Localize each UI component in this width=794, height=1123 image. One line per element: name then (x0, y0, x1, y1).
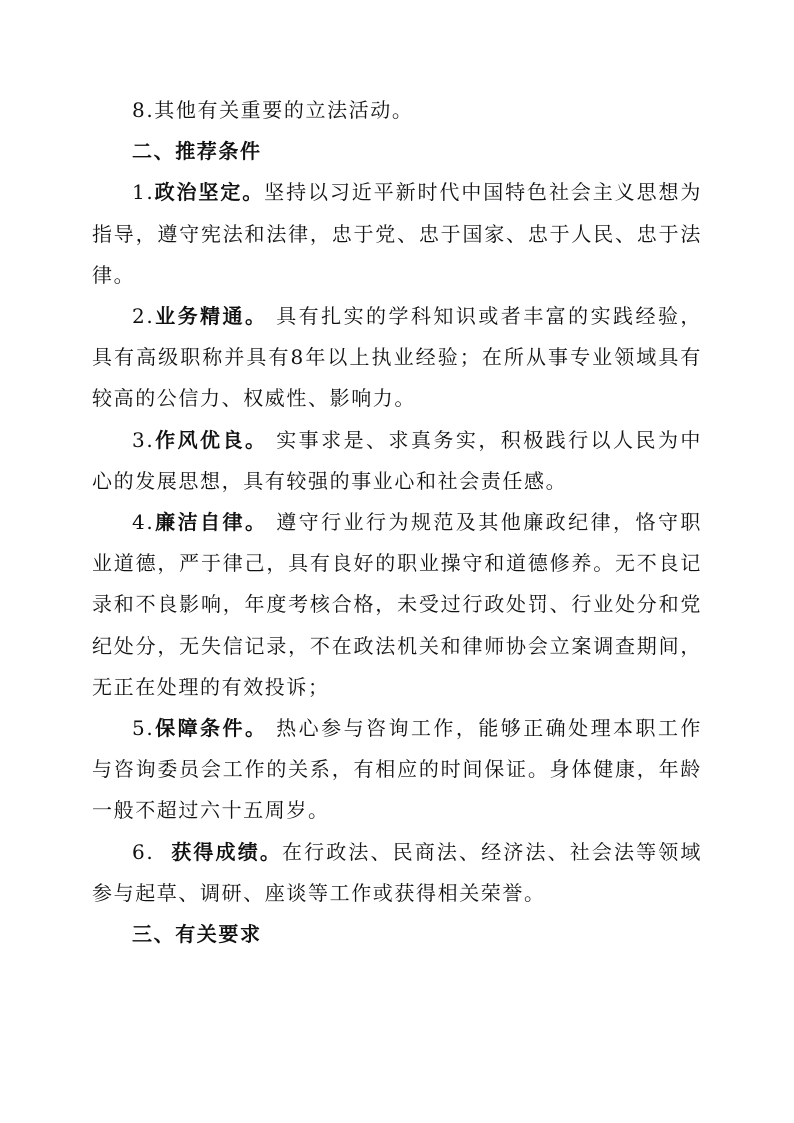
condition-2-text: 具有扎实的学科知识或者丰富的实践经验，具有高级职称并具有8年以上执业经验；在所从事专业领域具有较高的公信力、权威性、影响力。 (92, 304, 703, 411)
condition-6-text: 在行政法、民商法、经济法、社会法等领域参与起草、调研、座谈等工作或获得相关荣誉。 (92, 839, 703, 905)
condition-5-title: 保障条件。 (154, 716, 268, 741)
condition-5-text: 热心参与咨询工作，能够正确处理本职工作与咨询委员会工作的关系，有相应的时间保证。身体健康，年龄一般不超过六十五周岁。 (92, 716, 703, 823)
condition-1-text: 坚持以习近平新时代中国特色社会主义思想为指导，遵守宪法和法律，忠于党、忠于国家、忠于人民、忠于法律。 (92, 180, 703, 287)
condition-5-number: 5. (132, 716, 155, 741)
condition-3-number: 3. (132, 427, 155, 452)
section-2-heading: 二、推荐条件 (132, 139, 262, 164)
condition-3-text: 实事求是、求真务实，积极践行以人民为中心的发展思想，具有较强的事业心和社会责任感。 (92, 427, 703, 493)
condition-2-number: 2. (132, 304, 155, 329)
condition-3-paragraph (92, 420, 702, 502)
condition-1-number: 1. (132, 180, 155, 205)
condition-4-paragraph (92, 502, 702, 708)
condition-6-title: 获得成绩。 (171, 839, 282, 864)
condition-1-title: 政治坚定。 (154, 180, 265, 205)
section-3-heading: 三、有关要求 (132, 922, 262, 947)
condition-4-number: 4. (132, 510, 155, 535)
condition-1-paragraph (92, 172, 702, 296)
condition-5-paragraph (92, 708, 702, 832)
condition-3-title: 作风优良。 (154, 427, 268, 452)
condition-4-text: 遵守行业行为规范及其他廉政纪律，恪守职业道德，严于律己，具有良好的职业操守和道德修养。无不良记录和不良影响，年度考核合格，未受过行政处罚、行业处分和党纪处分，无失信记录，不在政法机关和律师协会立案调查期间，无正在处理的有效投诉； (92, 510, 703, 699)
condition-4-title: 廉洁自律。 (154, 510, 268, 535)
condition-2-title: 业务精通。 (154, 304, 268, 329)
condition-2-paragraph (92, 296, 702, 420)
condition-6-paragraph (92, 832, 702, 914)
document-page (92, 90, 702, 955)
item-8-paragraph: 8.其他有关重要的立法活动。 (132, 98, 414, 122)
condition-6-number: 6. (132, 839, 172, 864)
